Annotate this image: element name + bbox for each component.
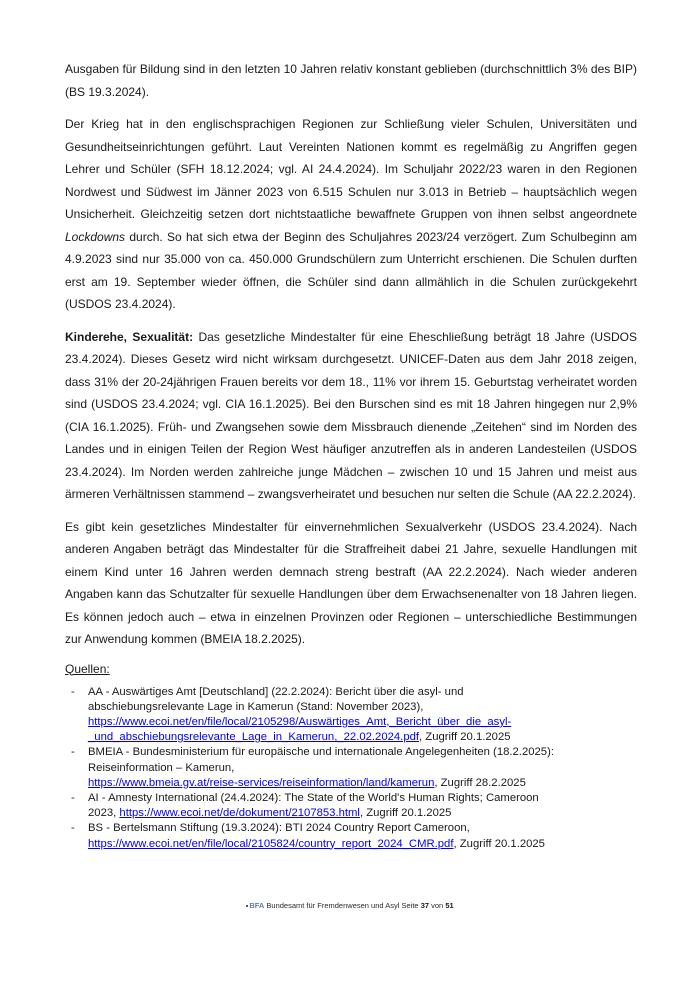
source-link-line: _und_abschiebungsrelevante_Lage_in_Kamerun,_22.02.2024.pdf [88, 731, 420, 744]
bfa-logo-mark-icon [246, 905, 248, 907]
source-link-ai-human-rights[interactable]: https://www.ecoi.net/de/dokument/2107853.html [119, 807, 360, 820]
footer-page-label: Seite [401, 901, 419, 910]
source-line: BMEIA - Bundesministerium für europäische und internationale Angelegenheiten (18.2.2025): [88, 746, 554, 759]
source-link-bmeia-travel-info[interactable]: https://www.bmeia.gv.at/reise-services/reiseinformation/land/kamerun [88, 776, 435, 789]
source-item-aa [65, 685, 637, 746]
page-footer [0, 901, 700, 911]
source-link-bs-country-report[interactable]: https://www.ecoi.net/en/file/local/2105824/country_report_2024_CMR.pdf [88, 837, 454, 850]
source-line: AA - Auswärtiges Amt [Deutschland] (22.2.2024): Bericht über die asyl- und [88, 685, 464, 698]
paragraph-text: durch. So hat sich etwa der Beginn des Schuljahres 2023/24 verzögert. Zum Schulbeginn am 4.9.2023 sind nur 35.000 von ca. 450.000 Grundschülern zum Unterricht erschienen. Die Schulen durften erst am 19. September wieder öffnen, die Schüler sind dann allmählich in die Schulen zurückgekehrt (USDOS 23.4.2024). [65, 229, 637, 311]
bfa-logo: BFA [249, 901, 265, 910]
source-item-bmeia [65, 745, 637, 791]
list-dash: - [71, 746, 75, 759]
paragraph-child-marriage [65, 326, 637, 506]
source-line: Reiseinformation – Kamerun, [88, 761, 235, 774]
paragraph-age-of-consent: Es gibt kein gesetzliches Mindestalter für einvernehmlichen Sexualverkehr (USDOS 23.4.2024). Nach anderen Angaben beträgt das Mindestalter für die Straffreiheit dabei 21 Jahre, sexuelle Handlungen mit einem Kind unter 16 Jahren werden demnach streng bestraft (AA 22.2.2024). Nach wieder anderen Angaben kann das Schutzalter für sexuelle Handlungen über dem Erwachsenenalter von 18 Jahren liegen. Es können jedoch auch – etwa in einzelnen Provinzen oder Regionen – unterschiedliche Bestimmungen zur Anwendung kommen (BMEIA 18.2.2025). [65, 519, 637, 646]
footer-of-label: von [431, 901, 444, 910]
source-link-line: https://www.ecoi.net/en/file/local/2105298/Auswärtiges_Amt,_Bericht_über_die_asyl- [88, 715, 512, 728]
list-dash: - [71, 685, 75, 698]
sources-list [65, 685, 637, 852]
source-line: BS - Bertelsmann Stiftung (19.3.2024): BTI 2024 Country Report Cameroon, [88, 822, 470, 835]
source-item-ai [65, 791, 637, 821]
source-text [88, 821, 637, 851]
source-item-bs [65, 821, 637, 851]
source-text [88, 745, 637, 791]
source-access-date: , Zugriff 20.1.2025 [453, 837, 545, 850]
paragraph-education-spending: Ausgaben für Bildung sind in den letzten 10 Jahren relativ konstant geblieben (durchschnittlich 3% des BIP) (BS 19.3.2024). [65, 62, 637, 99]
paragraph-text: Der Krieg hat in den englischsprachigen Regionen zur Schließung vieler Schulen, Universitäten und Gesundheitseinrichtungen geführt. Laut Vereinten Nationen kommt es regelmäßig zu Angriffen gegen Lehrer und Schüler (SFH 18.12.2024; vgl. AI 24.4.2024). Im Schuljahr 2022/23 waren in den Regionen Nordwest und Südwest im Jänner 2023 von 6.515 Schulen nur 3.013 in Betrieb – hauptsächlich wegen Unsicherheit. Gleichzeitig setzen dort nichtstaatliche bewaffnete Gruppen von ihnen selbst angeordnete [65, 117, 637, 221]
source-line: AI - Amnesty International (24.4.2024): The State of the World's Human Rights; Cameroon [88, 791, 539, 804]
inline-heading-kinderehe: Kinderehe, Sexualität: [65, 329, 194, 344]
italic-term-lockdowns: Lockdowns [65, 229, 126, 244]
footer-page-number: 37 [420, 901, 430, 910]
source-text [88, 791, 637, 821]
list-dash: - [71, 791, 75, 804]
list-dash: - [71, 822, 75, 835]
source-line: 2023, [88, 807, 120, 820]
source-access-date: , Zugriff 20.1.2025 [419, 731, 511, 744]
source-text [88, 685, 637, 746]
footer-department: Bundesamt für Fremdenwesen und Asyl [266, 901, 400, 910]
source-access-date: , Zugriff 20.1.2025 [359, 807, 452, 820]
paragraph-text: Das gesetzliche Mindestalter für eine Eheschließung beträgt 18 Jahre (USDOS 23.4.2024). Dieses Gesetz wird nicht wirksam durchgesetzt. UNICEF-Daten aus dem Jahr 2018 zeigen, dass 31% der 20-24jährigen Frauen bereits vor dem 18., 11% vor ihrem 15. Geburtstag verheiratet worden sind (USDOS 23.4.2024; vgl. CIA 16.1.2025). Bei den Burschen sind es mit 18 Jahren hingegen nur 2,9% (CIA 16.1.2025). Früh- und Zwangsehen sowie dem Missbrauch dienende „Zeitehen“ sind im Norden des Landes und in einigen Teilen der Region West häufiger anzutreffen als in anderen Landesteilen (USDOS 23.4.2024). Im Norden werden zahlreiche junge Mädchen – zwischen 10 und 15 Jahren und meist aus ärmeren Verhältnissen stammend – zwangsverheiratet und besuchen nur selten die Schule (AA 22.2.2024). [65, 329, 637, 501]
sources-heading: Quellen: [65, 661, 110, 676]
footer-page-total: 51 [445, 901, 454, 910]
source-access-date: , Zugriff 28.2.2025 [434, 776, 526, 789]
paragraph-war-school-closures [65, 113, 637, 316]
source-line: abschiebungsrelevante Lage in Kamerun (Stand: November 2023), [88, 700, 424, 713]
